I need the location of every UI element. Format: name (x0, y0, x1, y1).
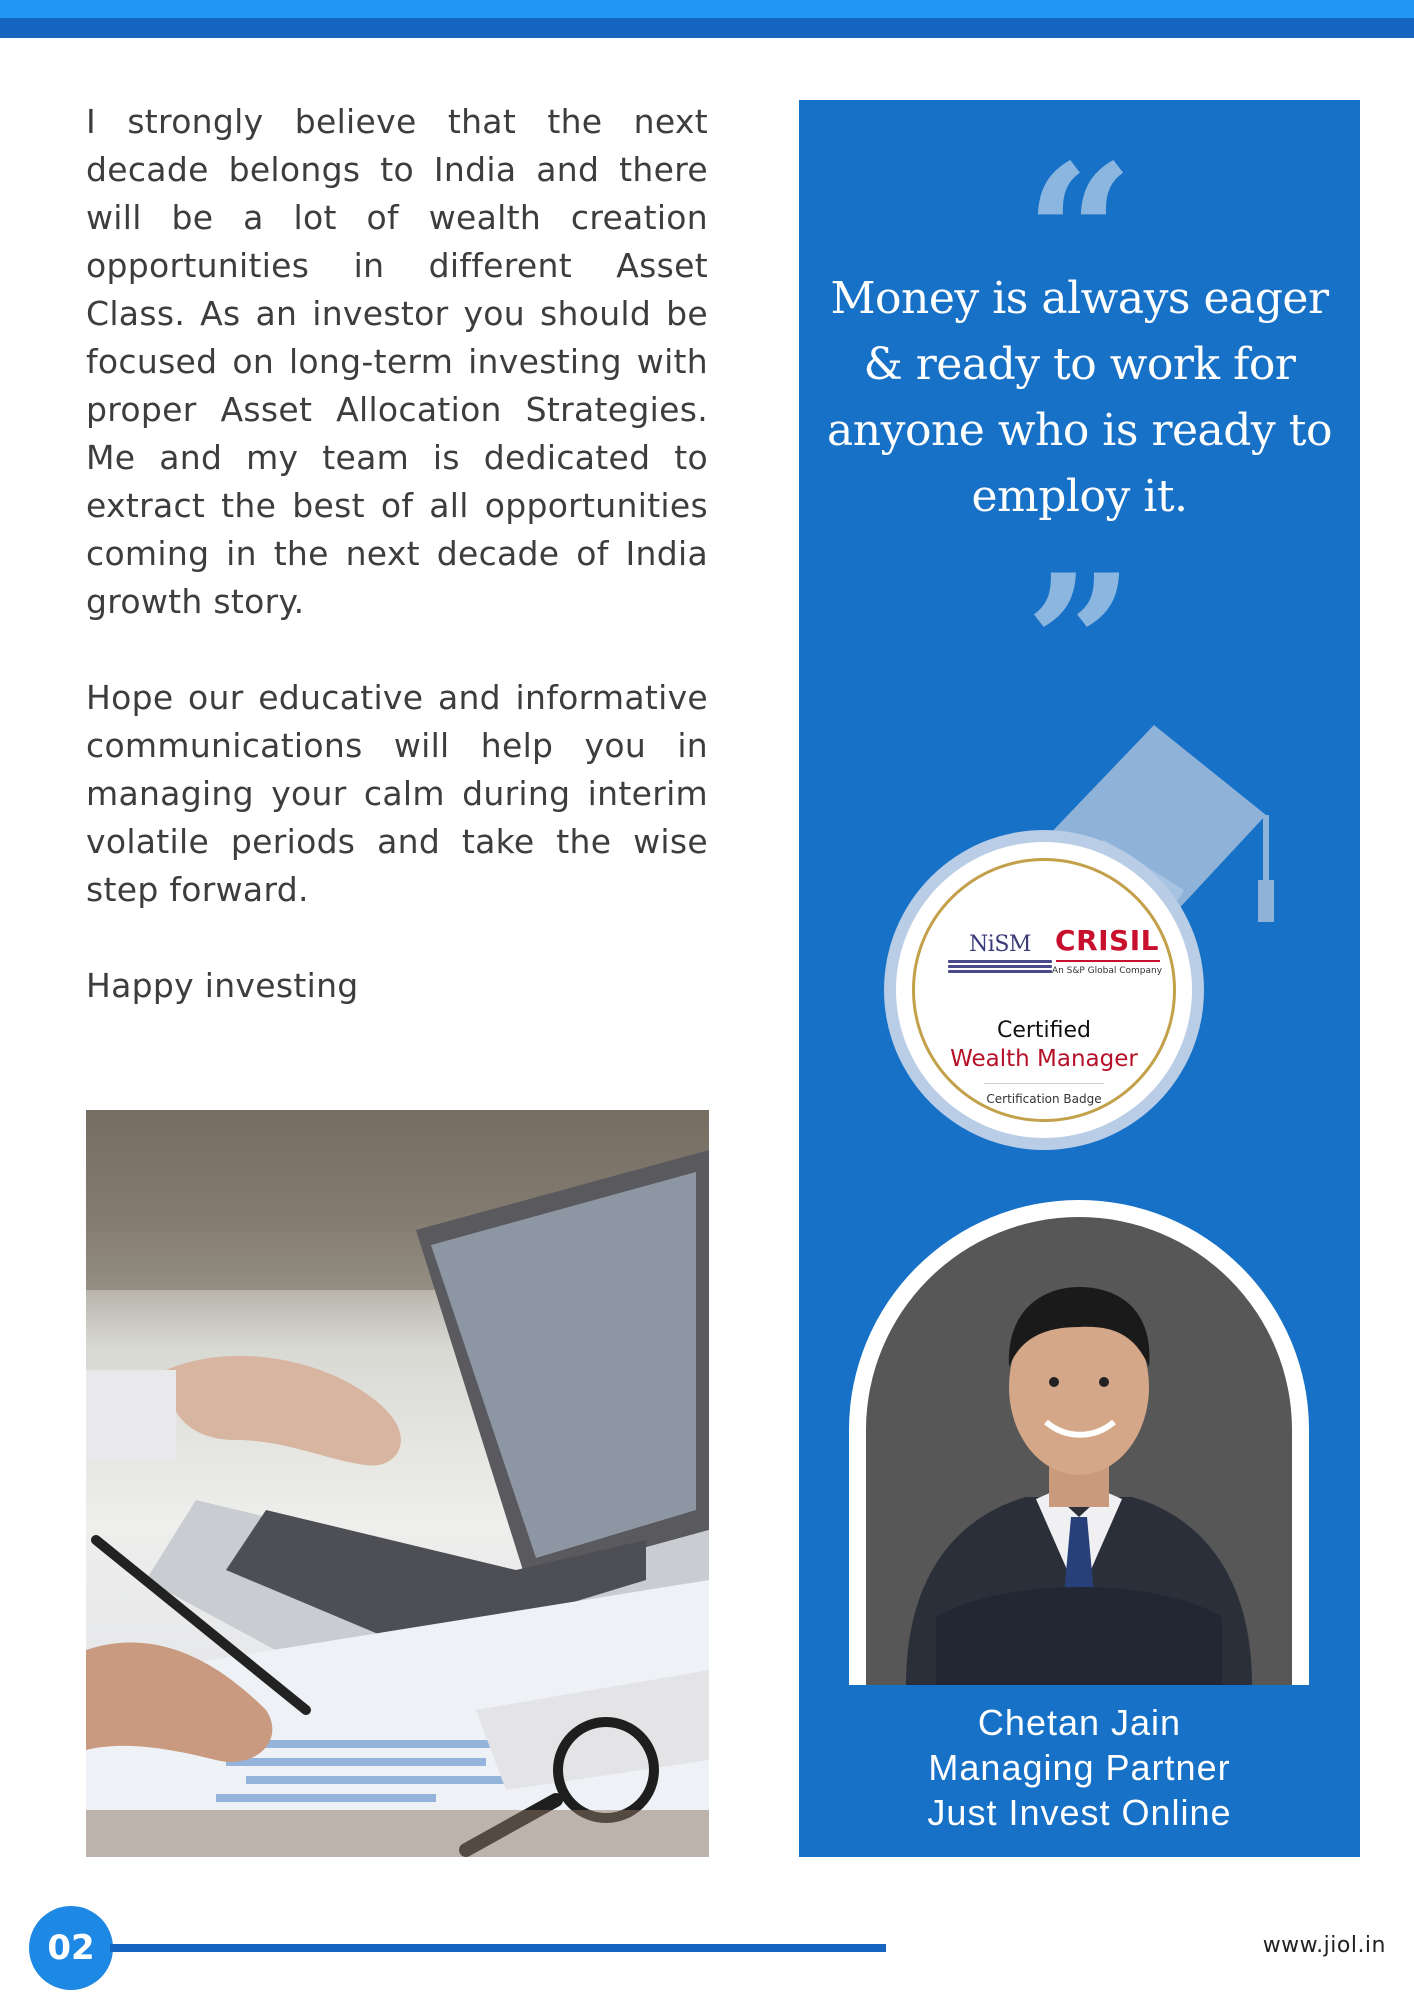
body-text (86, 98, 708, 1010)
top-header-bar (0, 18, 1414, 38)
body-closing: Happy investing (86, 966, 359, 1005)
website-link[interactable]: www.jiol.in (1262, 1933, 1386, 1958)
close-quote-icon: ” (1024, 533, 1135, 756)
nism-logo: NiSM (969, 932, 1031, 957)
laptop-photo-illustration (86, 1110, 709, 1857)
open-quote-icon: “ (1024, 123, 1135, 346)
portrait-photo (866, 1217, 1292, 1685)
person-company: Just Invest Online (927, 1792, 1232, 1833)
person-portrait-illustration (866, 1217, 1292, 1685)
quote-text: Money is always eager & ready to work for anyone who is ready to employ it. (827, 273, 1332, 522)
person-name: Chetan Jain (977, 1702, 1182, 1743)
top-accent-bar (0, 0, 1414, 18)
crisil-logo: CRISIL (1055, 924, 1159, 957)
badge-certified-label: Certified (996, 1018, 1092, 1043)
crisil-subtitle: An S&P Global Company (1051, 966, 1163, 976)
laptop-photo (86, 1110, 709, 1857)
person-caption (799, 1700, 1360, 1835)
footer-rule (110, 1944, 886, 1952)
badge-title: Wealth Manager (950, 1046, 1138, 1072)
page-number: 02 (29, 1906, 113, 1990)
badge-divider (984, 1083, 1104, 1084)
quote-panel (799, 100, 1360, 1857)
body-paragraph-2: Hope our educative and informative communications will help you in managing your calm during interim volatile periods and take the wise step forward. (86, 678, 708, 909)
crisil-underline (1056, 960, 1160, 962)
certification-badge (884, 720, 1274, 1240)
badge-subtitle: Certification Badge (986, 1092, 1102, 1106)
person-role: Managing Partner (928, 1747, 1231, 1788)
nism-logo-subtitle (948, 960, 1052, 978)
body-paragraph-1: I strongly believe that the next decade belongs to India and there will be a lot of wealth creation opportunities in different Asset Class. As an investor you should be focused on long-term investing with proper Asset Allocation Strategies. Me and my team is dedicated to extract the best of all opportunities coming in the next decade of India growth story. (86, 102, 708, 621)
